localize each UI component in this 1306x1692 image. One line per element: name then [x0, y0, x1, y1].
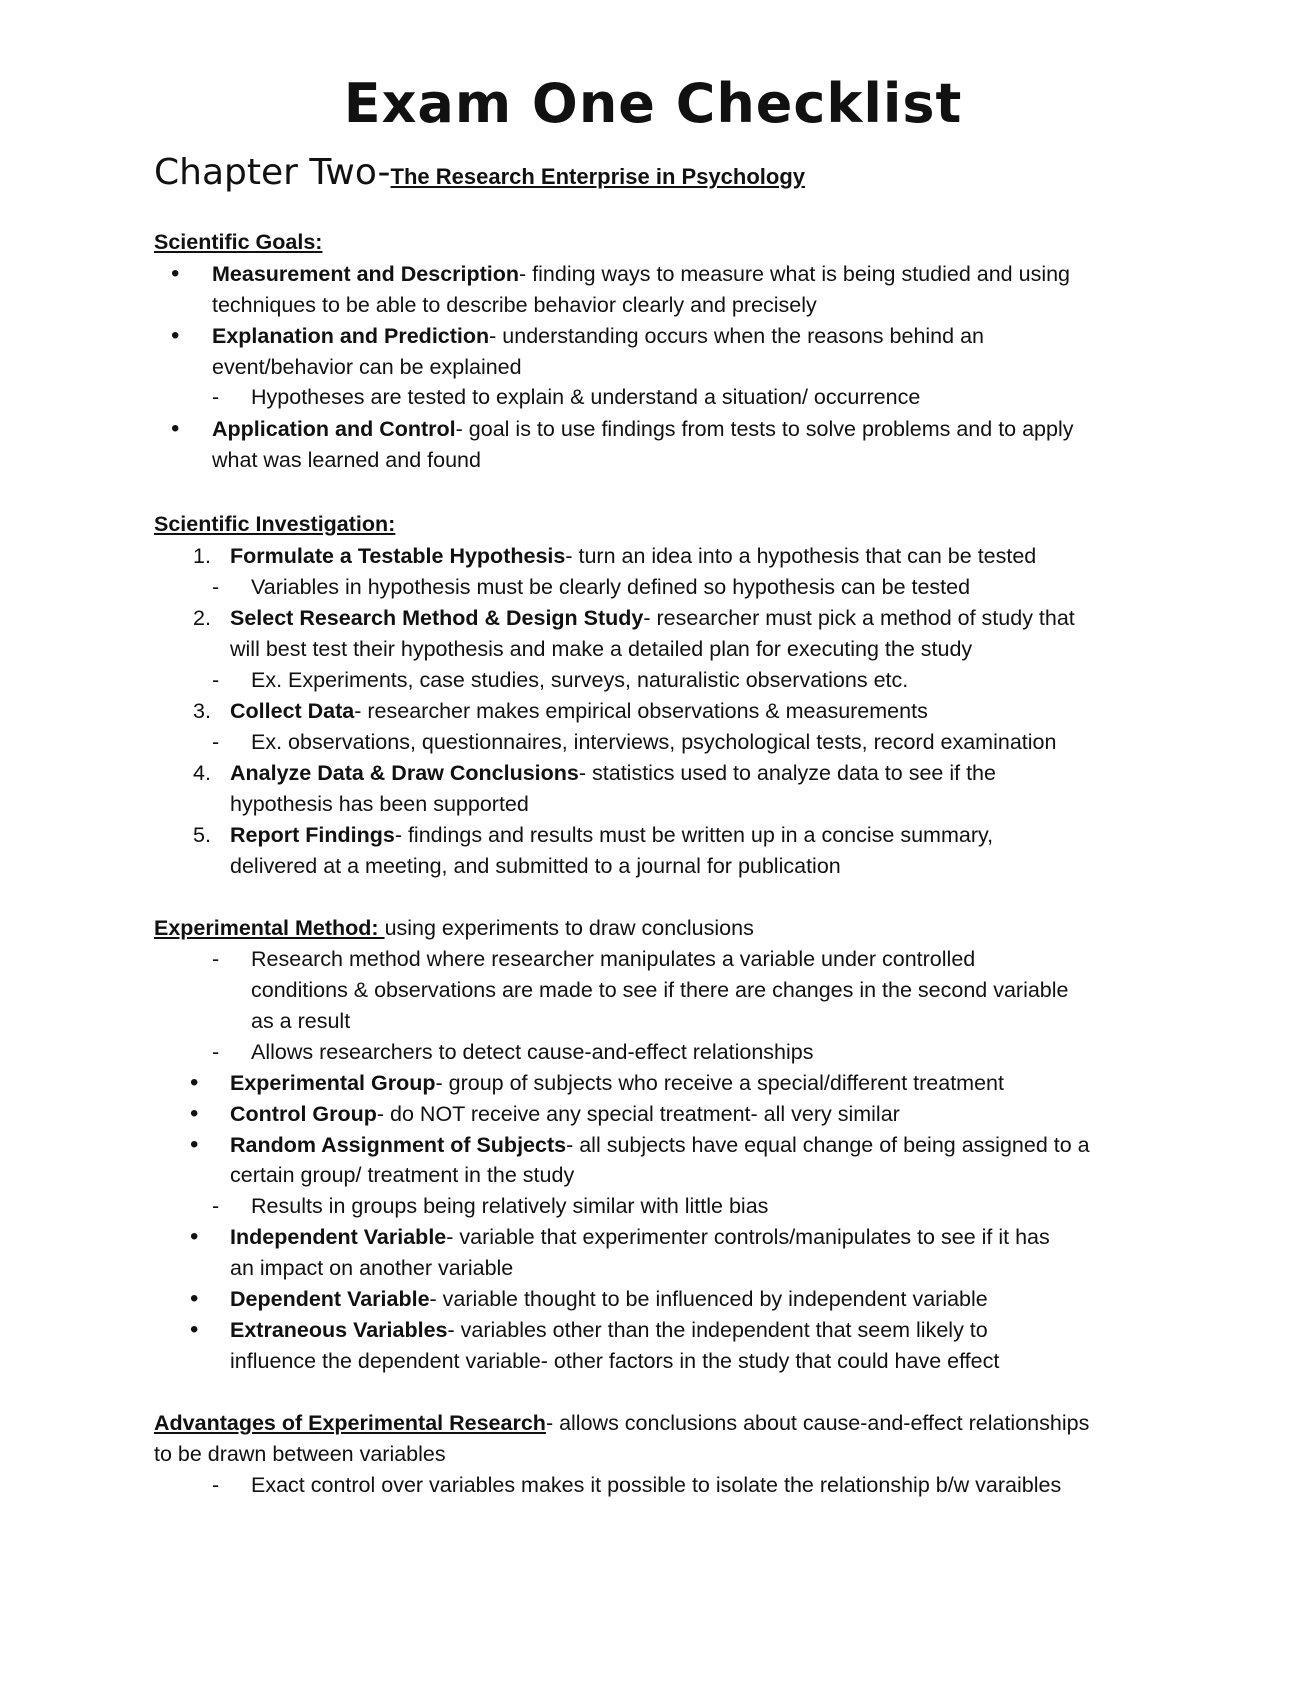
bullet-icon: • [171, 260, 180, 287]
experimental-item: Control Group- do NOT receive any special treatment- all very similar [230, 1102, 900, 1126]
advantages-continuation: to be drawn between variables [154, 1442, 446, 1466]
experimental-item: Independent Variable- variable that experimenter controls/manipulates to see if it has [230, 1225, 1050, 1249]
bullet-icon: • [190, 1316, 199, 1343]
dash-marker: - [212, 1040, 220, 1064]
step-line: Formulate a Testable Hypothesis- turn an idea into a hypothesis that can be tested [230, 544, 1037, 568]
step-sub-item: Ex. observations, questionnaires, interviews, psychological tests, record examination [251, 730, 1057, 754]
step-number: 5. [193, 823, 211, 847]
bullet-icon: • [190, 1285, 199, 1312]
step-line: Analyze Data & Draw Conclusions- statistics used to analyze data to see if the [230, 761, 996, 785]
bullet-icon: • [190, 1131, 199, 1158]
experimental-item-continuation: an impact on another variable [230, 1256, 514, 1280]
experimental-item: Random Assignment of Subjects- all subjects have equal change of being assigned to a [230, 1133, 1090, 1157]
document-title: Exam One Checklist [343, 72, 963, 135]
experimental-item-continuation: certain group/ treatment in the study [230, 1163, 575, 1187]
goal-item-line: Measurement and Description- finding ways to measure what is being studied and using [212, 262, 1071, 286]
goal-item-continuation: what was learned and found [212, 448, 481, 472]
experimental-heading: Experimental Method: using experiments to draw conclusions [154, 916, 754, 940]
experimental-item-continuation: influence the dependent variable- other factors in the study that could have effect [230, 1349, 1000, 1373]
bullet-icon: • [171, 415, 180, 442]
advantages-heading: Advantages of Experimental Research- allows conclusions about cause-and-effect relationships [154, 1411, 1090, 1435]
bullet-icon: • [190, 1100, 199, 1127]
step-number: 1. [193, 544, 211, 568]
step-line: Collect Data- researcher makes empirical observations & measurements [230, 699, 928, 723]
experimental-item: Experimental Group- group of subjects who receive a special/different treatment [230, 1071, 1004, 1095]
experimental-note: Research method where researcher manipulates a variable under controlled [251, 947, 976, 971]
goal-item-line: Application and Control- goal is to use findings from tests to solve problems and to apply [212, 417, 1074, 441]
experimental-sub-item: Results in groups being relatively similar with little bias [251, 1194, 769, 1218]
dash-marker: - [212, 385, 220, 409]
bullet-icon: • [171, 322, 180, 349]
dash-marker: - [212, 730, 220, 754]
step-number: 4. [193, 761, 211, 785]
experimental-note-continuation: as a result [251, 1009, 351, 1033]
step-line: Select Research Method & Design Study- researcher must pick a method of study that [230, 606, 1075, 630]
step-continuation: hypothesis has been supported [230, 792, 529, 816]
chapter-heading [154, 152, 805, 193]
dash-marker: - [212, 575, 220, 599]
step-sub-item: Variables in hypothesis must be clearly defined so hypothesis can be tested [251, 575, 971, 599]
step-line: Report Findings- findings and results must be written up in a concise summary, [230, 823, 994, 847]
bullet-icon: • [190, 1223, 199, 1250]
step-continuation: will best test their hypothesis and make a detailed plan for executing the study [230, 637, 973, 661]
dash-marker: - [212, 1194, 220, 1218]
investigation-heading: Scientific Investigation: [154, 512, 396, 536]
experimental-item: Dependent Variable- variable thought to be influenced by independent variable [230, 1287, 988, 1311]
goal-item-continuation: techniques to be able to describe behavior clearly and precisely [212, 293, 817, 317]
bullet-icon: • [190, 1069, 199, 1096]
experimental-item: Extraneous Variables- variables other than the independent that seem likely to [230, 1318, 988, 1342]
dash-marker: - [212, 668, 220, 692]
advantages-sub-item: Exact control over variables makes it possible to isolate the relationship b/w varaibles [251, 1473, 1062, 1497]
goals-heading: Scientific Goals: [154, 230, 323, 254]
step-number: 2. [193, 606, 211, 630]
experimental-note: Allows researchers to detect cause-and-effect relationships [251, 1040, 814, 1064]
goal-item-line: Explanation and Prediction- understanding occurs when the reasons behind an [212, 324, 984, 348]
experimental-note-continuation: conditions & observations are made to see if there are changes in the second variable [251, 978, 1069, 1002]
step-continuation: delivered at a meeting, and submitted to a journal for publication [230, 854, 841, 878]
dash-marker: - [212, 1473, 220, 1497]
goal-sub-item: Hypotheses are tested to explain & understand a situation/ occurrence [251, 385, 921, 409]
step-sub-item: Ex. Experiments, case studies, surveys, naturalistic observations etc. [251, 668, 909, 692]
goal-item-continuation: event/behavior can be explained [212, 355, 522, 379]
dash-marker: - [212, 947, 220, 971]
step-number: 3. [193, 699, 211, 723]
chapter-title: Chapter Two- [154, 152, 391, 193]
chapter-subtitle: The Research Enterprise in Psychology [390, 164, 806, 189]
